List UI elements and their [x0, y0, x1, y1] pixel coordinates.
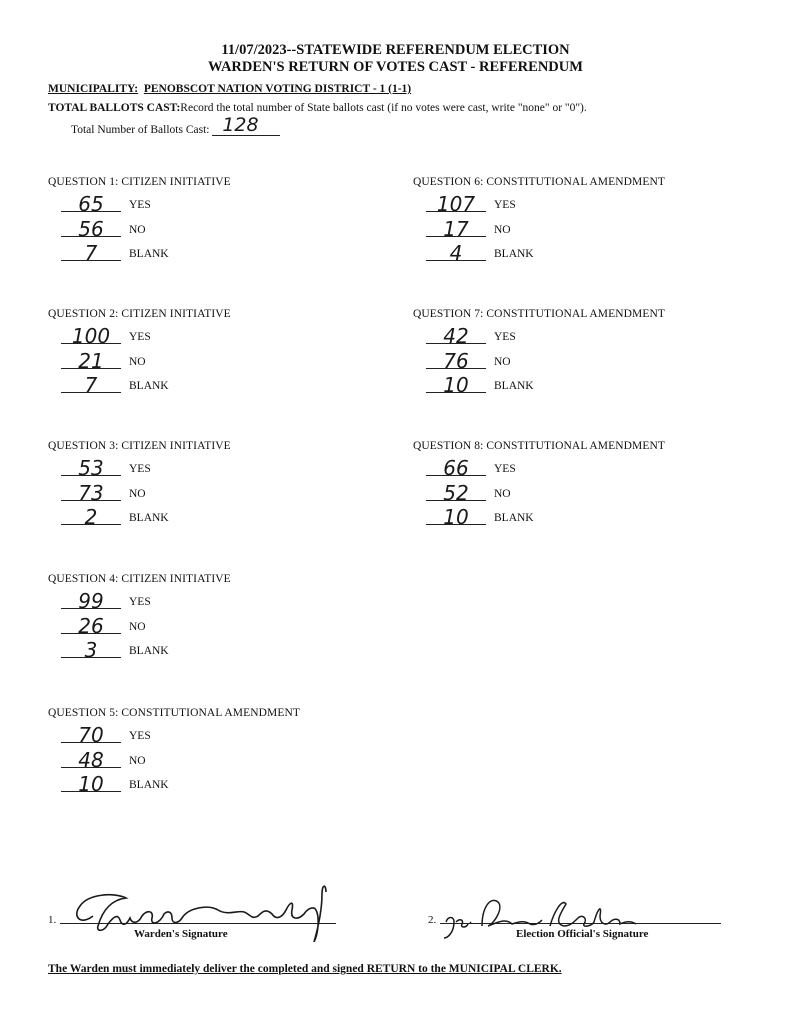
yes-label: YES [129, 463, 151, 475]
ballots-count-row [71, 114, 280, 136]
no-count: 52 [426, 483, 486, 501]
question-8 [413, 440, 743, 530]
question-title: QUESTION 1: CITIZEN INITIATIVE [48, 176, 231, 188]
blank-label: BLANK [129, 512, 169, 524]
question-title: QUESTION 6: CONSTITUTIONAL AMENDMENT [413, 176, 666, 188]
yes-row [413, 192, 743, 217]
blank-row [48, 638, 378, 663]
no-count: 56 [61, 219, 121, 237]
question-title: QUESTION 3: CITIZEN INITIATIVE [48, 440, 231, 452]
blank-label: BLANK [129, 645, 169, 657]
question-5 [48, 707, 378, 797]
yes-label: YES [129, 199, 151, 211]
blank-count: 3 [61, 640, 121, 658]
blank-row [413, 373, 743, 398]
yes-count: 66 [426, 458, 486, 476]
no-row [48, 217, 378, 242]
no-row [48, 481, 378, 506]
total-ballots-label: TOTAL BALLOTS CAST: [48, 102, 181, 114]
no-count: 76 [426, 351, 486, 369]
no-row [48, 614, 378, 639]
question-4 [48, 573, 378, 663]
question-6 [413, 176, 743, 266]
no-row [413, 217, 743, 242]
yes-label: YES [129, 730, 151, 742]
blank-label: BLANK [129, 380, 169, 392]
no-label: NO [494, 355, 511, 368]
blank-count: 10 [426, 507, 486, 525]
yes-label: YES [129, 331, 151, 343]
no-count: 21 [61, 351, 121, 369]
blank-count: 7 [61, 243, 121, 261]
blank-label: BLANK [129, 248, 169, 260]
no-label: NO [494, 223, 511, 236]
ballots-count-label: Total Number of Ballots Cast: [71, 124, 210, 136]
yes-row [48, 192, 378, 217]
ballots-count-field [212, 114, 280, 136]
total-ballots-text: Record the total number of State ballots cast (if no votes were cast, write "none" or "0"). [180, 102, 587, 114]
blank-count: 7 [61, 375, 121, 393]
question-7 [413, 308, 743, 398]
no-label: NO [129, 355, 146, 368]
blank-label: BLANK [494, 512, 534, 524]
form-title: WARDEN'S RETURN OF VOTES CAST - REFERENDUM [208, 59, 583, 75]
municipality-label: MUNICIPALITY: [48, 83, 139, 95]
yes-row [48, 324, 378, 349]
yes-count: 99 [61, 591, 121, 609]
ballots-count-value: 128 [222, 114, 259, 136]
yes-row [413, 324, 743, 349]
question-title: QUESTION 2: CITIZEN INITIATIVE [48, 308, 231, 320]
no-label: NO [129, 223, 146, 236]
warden-signature-block [48, 880, 338, 940]
municipality-line [48, 83, 411, 95]
yes-count: 70 [61, 725, 121, 743]
yes-row [48, 723, 378, 748]
yes-count: 100 [61, 326, 121, 344]
blank-row [48, 505, 378, 530]
blank-count: 10 [61, 774, 121, 792]
question-1 [48, 176, 378, 266]
no-count: 17 [426, 219, 486, 237]
yes-count: 65 [61, 194, 121, 212]
no-row [413, 349, 743, 374]
blank-row [48, 241, 378, 266]
question-title: QUESTION 7: CONSTITUTIONAL AMENDMENT [413, 308, 666, 320]
no-row [48, 349, 378, 374]
no-count: 48 [61, 750, 121, 768]
blank-count: 10 [426, 375, 486, 393]
yes-label: YES [494, 331, 516, 343]
blank-row [413, 241, 743, 266]
question-title: QUESTION 5: CONSTITUTIONAL AMENDMENT [48, 707, 301, 719]
no-label: NO [129, 754, 146, 767]
question-title: QUESTION 8: CONSTITUTIONAL AMENDMENT [413, 440, 666, 452]
yes-row [48, 589, 378, 614]
blank-label: BLANK [494, 248, 534, 260]
footer-instruction: The Warden must immediately deliver the completed and signed RETURN to the MUNICIPAL CLERK. [48, 963, 562, 975]
no-label: NO [494, 487, 511, 500]
blank-count: 2 [61, 507, 121, 525]
question-title: QUESTION 4: CITIZEN INITIATIVE [48, 573, 231, 585]
official-signature-caption: Election Official's Signature [516, 928, 649, 940]
warden-signature-number: 1. [48, 914, 57, 926]
no-label: NO [129, 487, 146, 500]
no-count: 73 [61, 483, 121, 501]
yes-count: 53 [61, 458, 121, 476]
question-3 [48, 440, 378, 530]
yes-count: 42 [426, 326, 486, 344]
yes-label: YES [129, 596, 151, 608]
official-signature-number: 2. [428, 914, 437, 926]
question-2 [48, 308, 378, 398]
yes-label: YES [494, 463, 516, 475]
blank-row [48, 772, 378, 797]
official-signature-block [428, 880, 723, 940]
blank-label: BLANK [129, 779, 169, 791]
election-title: 11/07/2023--STATEWIDE REFERENDUM ELECTION [221, 42, 570, 58]
yes-row [413, 456, 743, 481]
no-label: NO [129, 620, 146, 633]
yes-row [48, 456, 378, 481]
no-row [48, 748, 378, 773]
no-row [413, 481, 743, 506]
yes-count: 107 [426, 194, 486, 212]
yes-label: YES [494, 199, 516, 211]
blank-row [413, 505, 743, 530]
total-ballots-instruction [48, 102, 587, 114]
no-count: 26 [61, 616, 121, 634]
warden-signature-caption: Warden's Signature [134, 928, 228, 940]
blank-row [48, 373, 378, 398]
municipality-value: PENOBSCOT NATION VOTING DISTRICT - 1 (1-1) [143, 83, 412, 95]
blank-count: 4 [426, 243, 486, 261]
blank-label: BLANK [494, 380, 534, 392]
